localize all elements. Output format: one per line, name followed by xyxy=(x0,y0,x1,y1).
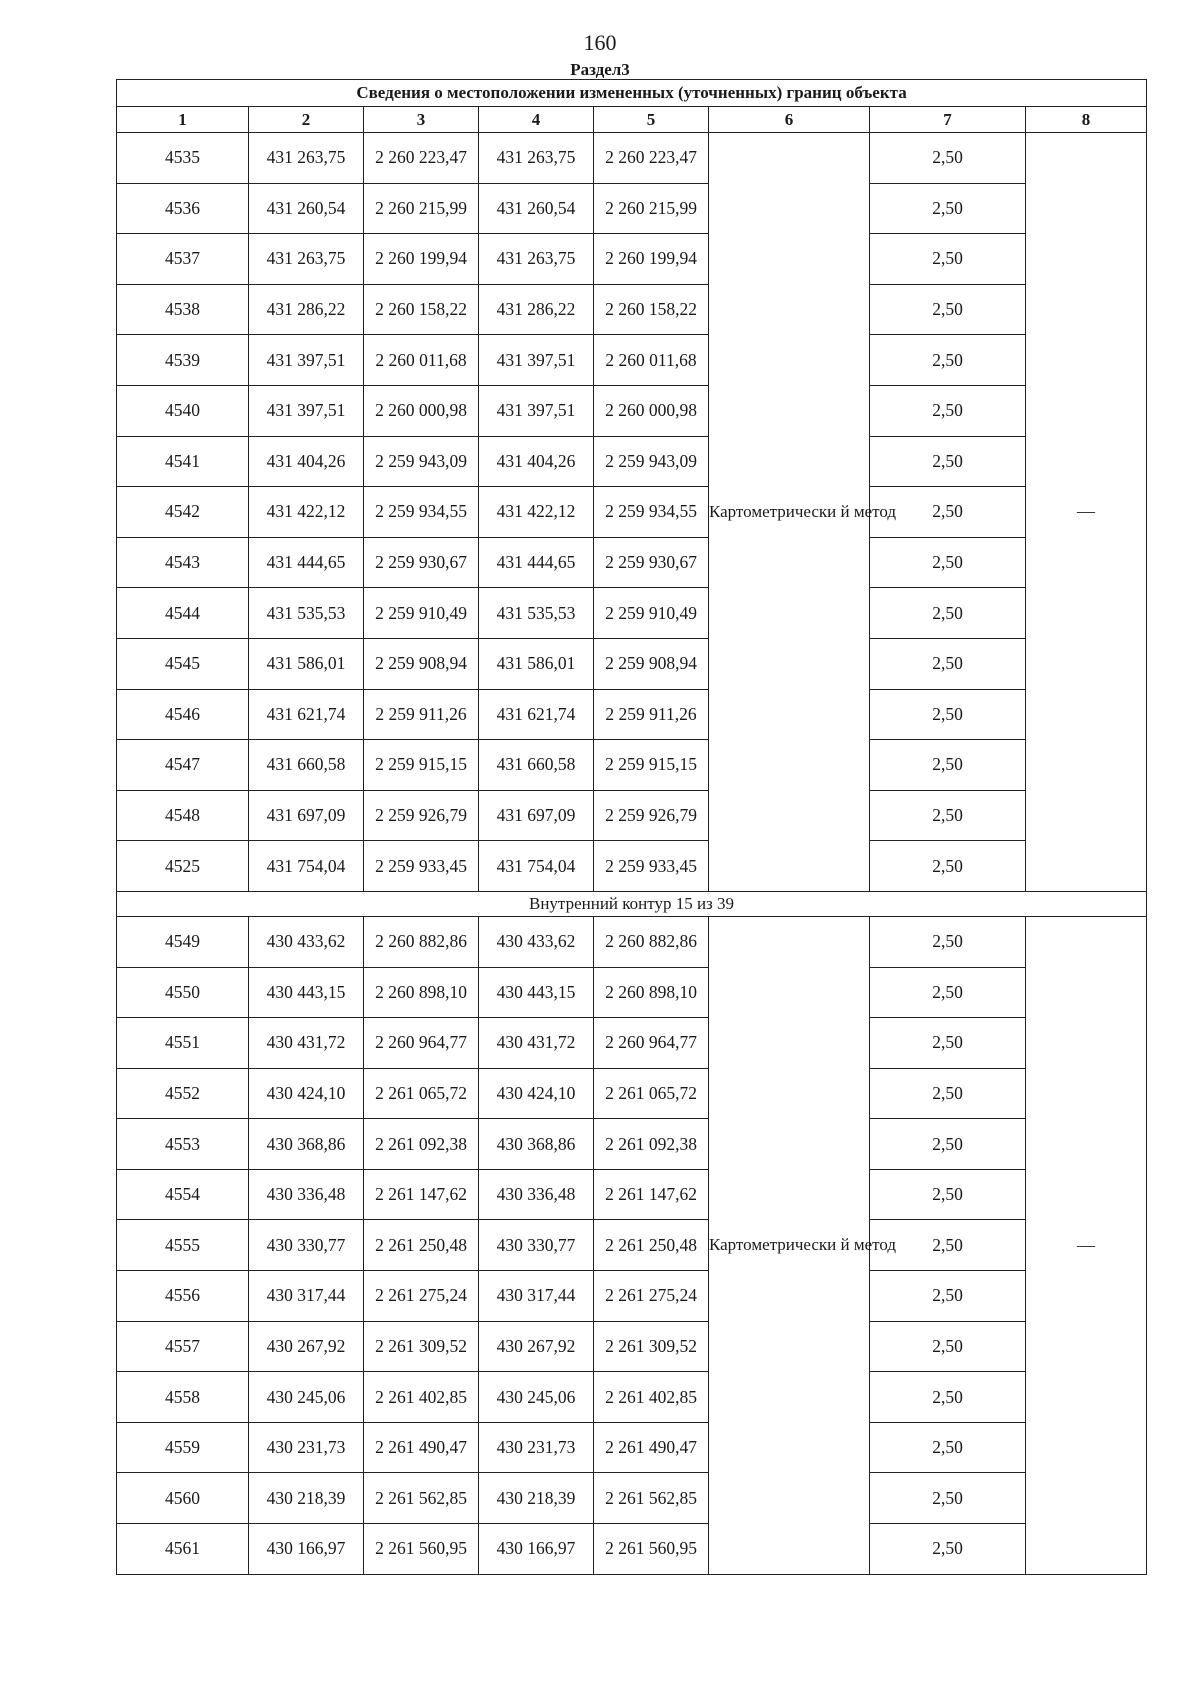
y-existing-cell: 2 260 158,22 xyxy=(364,284,479,335)
table-body xyxy=(117,133,1147,1575)
y-refined-cell: 2 261 147,62 xyxy=(594,1169,709,1220)
table-row xyxy=(117,1321,1147,1372)
point-number-cell: 4542 xyxy=(117,487,249,538)
point-number-cell: 4540 xyxy=(117,385,249,436)
table-row xyxy=(117,1169,1147,1220)
y-existing-cell: 2 260 223,47 xyxy=(364,133,479,184)
y-refined-cell: 2 260 011,68 xyxy=(594,335,709,386)
y-refined-cell: 2 261 309,52 xyxy=(594,1321,709,1372)
x-refined-cell: 431 660,58 xyxy=(479,740,594,791)
x-refined-cell: 431 260,54 xyxy=(479,183,594,234)
table-row xyxy=(117,790,1147,841)
y-existing-cell: 2 259 926,79 xyxy=(364,790,479,841)
y-refined-cell: 2 259 934,55 xyxy=(594,487,709,538)
point-number-cell: 4555 xyxy=(117,1220,249,1271)
y-refined-cell: 2 261 560,95 xyxy=(594,1524,709,1575)
x-refined-cell: 430 231,73 xyxy=(479,1422,594,1473)
x-existing-cell: 430 267,92 xyxy=(249,1321,364,1372)
x-refined-cell: 431 697,09 xyxy=(479,790,594,841)
precision-cell: 2,50 xyxy=(870,1119,1026,1170)
x-existing-cell: 430 443,15 xyxy=(249,967,364,1018)
x-refined-cell: 430 433,62 xyxy=(479,916,594,967)
x-refined-cell: 430 267,92 xyxy=(479,1321,594,1372)
x-existing-cell: 431 754,04 xyxy=(249,841,364,892)
column-number-row xyxy=(117,107,1147,133)
point-number-cell: 4557 xyxy=(117,1321,249,1372)
table-row xyxy=(117,916,1147,967)
precision-cell: 2,50 xyxy=(870,689,1026,740)
x-refined-cell: 430 431,72 xyxy=(479,1018,594,1069)
precision-cell: 2,50 xyxy=(870,1524,1026,1575)
column-number-5: 5 xyxy=(594,107,709,133)
x-refined-cell: 431 397,51 xyxy=(479,335,594,386)
y-existing-cell: 2 259 933,45 xyxy=(364,841,479,892)
point-number-cell: 4556 xyxy=(117,1271,249,1322)
point-number-cell: 4525 xyxy=(117,841,249,892)
y-refined-cell: 2 260 000,98 xyxy=(594,385,709,436)
y-refined-cell: 2 260 898,10 xyxy=(594,967,709,1018)
table-row xyxy=(117,1473,1147,1524)
x-refined-cell: 430 424,10 xyxy=(479,1068,594,1119)
x-refined-cell: 430 317,44 xyxy=(479,1271,594,1322)
y-refined-cell: 2 259 910,49 xyxy=(594,588,709,639)
x-existing-cell: 431 286,22 xyxy=(249,284,364,335)
x-existing-cell: 431 697,09 xyxy=(249,790,364,841)
y-refined-cell: 2 259 915,15 xyxy=(594,740,709,791)
table-row xyxy=(117,841,1147,892)
precision-cell: 2,50 xyxy=(870,638,1026,689)
point-number-cell: 4546 xyxy=(117,689,249,740)
y-existing-cell: 2 259 934,55 xyxy=(364,487,479,538)
precision-cell: 2,50 xyxy=(870,1473,1026,1524)
y-existing-cell: 2 261 092,38 xyxy=(364,1119,479,1170)
table-row xyxy=(117,335,1147,386)
x-refined-cell: 431 621,74 xyxy=(479,689,594,740)
contour-label-row xyxy=(117,891,1147,916)
y-existing-cell: 2 261 309,52 xyxy=(364,1321,479,1372)
table-row xyxy=(117,385,1147,436)
column-number-7: 7 xyxy=(870,107,1026,133)
x-existing-cell: 431 263,75 xyxy=(249,234,364,285)
precision-cell: 2,50 xyxy=(870,967,1026,1018)
x-refined-cell: 431 754,04 xyxy=(479,841,594,892)
precision-cell: 2,50 xyxy=(870,183,1026,234)
y-refined-cell: 2 259 908,94 xyxy=(594,638,709,689)
x-refined-cell: 431 263,75 xyxy=(479,133,594,184)
x-refined-cell: 430 166,97 xyxy=(479,1524,594,1575)
precision-cell: 2,50 xyxy=(870,234,1026,285)
y-existing-cell: 2 260 882,86 xyxy=(364,916,479,967)
x-existing-cell: 430 166,97 xyxy=(249,1524,364,1575)
x-refined-cell: 431 444,65 xyxy=(479,537,594,588)
y-refined-cell: 2 259 926,79 xyxy=(594,790,709,841)
y-existing-cell: 2 260 964,77 xyxy=(364,1018,479,1069)
table-row xyxy=(117,487,1147,538)
table-row xyxy=(117,1524,1147,1575)
x-existing-cell: 430 218,39 xyxy=(249,1473,364,1524)
precision-cell: 2,50 xyxy=(870,740,1026,791)
y-refined-cell: 2 260 882,86 xyxy=(594,916,709,967)
table-row xyxy=(117,1372,1147,1423)
y-refined-cell: 2 260 223,47 xyxy=(594,133,709,184)
precision-cell: 2,50 xyxy=(870,1372,1026,1423)
x-existing-cell: 431 444,65 xyxy=(249,537,364,588)
y-existing-cell: 2 260 199,94 xyxy=(364,234,479,285)
y-refined-cell: 2 259 943,09 xyxy=(594,436,709,487)
y-refined-cell: 2 261 490,47 xyxy=(594,1422,709,1473)
y-existing-cell: 2 261 250,48 xyxy=(364,1220,479,1271)
point-number-cell: 4537 xyxy=(117,234,249,285)
point-number-cell: 4558 xyxy=(117,1372,249,1423)
x-refined-cell: 431 586,01 xyxy=(479,638,594,689)
table-row xyxy=(117,133,1147,184)
column-8-cell: — xyxy=(1026,133,1147,892)
table-row xyxy=(117,588,1147,639)
y-refined-cell: 2 261 275,24 xyxy=(594,1271,709,1322)
point-number-cell: 4560 xyxy=(117,1473,249,1524)
precision-cell: 2,50 xyxy=(870,537,1026,588)
table-row xyxy=(117,183,1147,234)
column-number-1: 1 xyxy=(117,107,249,133)
precision-cell: 2,50 xyxy=(870,790,1026,841)
table-row xyxy=(117,1422,1147,1473)
point-number-cell: 4551 xyxy=(117,1018,249,1069)
precision-cell: 2,50 xyxy=(870,1422,1026,1473)
y-existing-cell: 2 261 562,85 xyxy=(364,1473,479,1524)
x-refined-cell: 431 535,53 xyxy=(479,588,594,639)
y-refined-cell: 2 259 930,67 xyxy=(594,537,709,588)
x-refined-cell: 431 397,51 xyxy=(479,385,594,436)
table-row xyxy=(117,1018,1147,1069)
point-number-cell: 4554 xyxy=(117,1169,249,1220)
table-row xyxy=(117,436,1147,487)
x-existing-cell: 430 245,06 xyxy=(249,1372,364,1423)
precision-cell: 2,50 xyxy=(870,1169,1026,1220)
x-existing-cell: 431 397,51 xyxy=(249,385,364,436)
y-refined-cell: 2 259 933,45 xyxy=(594,841,709,892)
y-refined-cell: 2 260 215,99 xyxy=(594,183,709,234)
y-refined-cell: 2 261 250,48 xyxy=(594,1220,709,1271)
x-existing-cell: 430 231,73 xyxy=(249,1422,364,1473)
x-existing-cell: 431 621,74 xyxy=(249,689,364,740)
x-refined-cell: 431 422,12 xyxy=(479,487,594,538)
point-number-cell: 4535 xyxy=(117,133,249,184)
precision-cell: 2,50 xyxy=(870,1018,1026,1069)
point-number-cell: 4548 xyxy=(117,790,249,841)
column-number-2: 2 xyxy=(249,107,364,133)
precision-cell: 2,50 xyxy=(870,1321,1026,1372)
x-existing-cell: 431 535,53 xyxy=(249,588,364,639)
x-existing-cell: 431 397,51 xyxy=(249,335,364,386)
point-number-cell: 4543 xyxy=(117,537,249,588)
x-refined-cell: 431 263,75 xyxy=(479,234,594,285)
y-existing-cell: 2 260 011,68 xyxy=(364,335,479,386)
point-number-cell: 4544 xyxy=(117,588,249,639)
precision-cell: 2,50 xyxy=(870,841,1026,892)
point-number-cell: 4547 xyxy=(117,740,249,791)
boundary-coordinates-table xyxy=(116,79,1147,1575)
x-refined-cell: 431 404,26 xyxy=(479,436,594,487)
y-refined-cell: 2 259 911,26 xyxy=(594,689,709,740)
x-existing-cell: 431 660,58 xyxy=(249,740,364,791)
y-existing-cell: 2 261 065,72 xyxy=(364,1068,479,1119)
point-number-cell: 4553 xyxy=(117,1119,249,1170)
x-existing-cell: 431 260,54 xyxy=(249,183,364,234)
x-existing-cell: 431 422,12 xyxy=(249,487,364,538)
y-existing-cell: 2 260 000,98 xyxy=(364,385,479,436)
y-existing-cell: 2 259 915,15 xyxy=(364,740,479,791)
y-existing-cell: 2 260 215,99 xyxy=(364,183,479,234)
x-refined-cell: 431 286,22 xyxy=(479,284,594,335)
y-existing-cell: 2 261 560,95 xyxy=(364,1524,479,1575)
y-existing-cell: 2 259 908,94 xyxy=(364,638,479,689)
x-existing-cell: 430 433,62 xyxy=(249,916,364,967)
precision-cell: 2,50 xyxy=(870,588,1026,639)
x-existing-cell: 431 404,26 xyxy=(249,436,364,487)
page-number: 160 xyxy=(583,30,617,55)
x-existing-cell: 430 317,44 xyxy=(249,1271,364,1322)
method-cell: Картометрически й метод xyxy=(709,133,870,892)
point-number-cell: 4536 xyxy=(117,183,249,234)
precision-cell: 2,50 xyxy=(870,335,1026,386)
precision-cell: 2,50 xyxy=(870,487,1026,538)
point-number-cell: 4552 xyxy=(117,1068,249,1119)
point-number-cell: 4538 xyxy=(117,284,249,335)
y-refined-cell: 2 260 158,22 xyxy=(594,284,709,335)
column-8-cell: — xyxy=(1026,916,1147,1574)
x-existing-cell: 430 431,72 xyxy=(249,1018,364,1069)
x-refined-cell: 430 336,48 xyxy=(479,1169,594,1220)
point-number-cell: 4559 xyxy=(117,1422,249,1473)
table-row xyxy=(117,1220,1147,1271)
column-number-8: 8 xyxy=(1026,107,1147,133)
table-row xyxy=(117,1119,1147,1170)
y-existing-cell: 2 261 490,47 xyxy=(364,1422,479,1473)
column-number-6: 6 xyxy=(709,107,870,133)
precision-cell: 2,50 xyxy=(870,284,1026,335)
column-number-3: 3 xyxy=(364,107,479,133)
y-existing-cell: 2 259 910,49 xyxy=(364,588,479,639)
precision-cell: 2,50 xyxy=(870,1220,1026,1271)
y-existing-cell: 2 259 930,67 xyxy=(364,537,479,588)
x-existing-cell: 430 368,86 xyxy=(249,1119,364,1170)
point-number-cell: 4561 xyxy=(117,1524,249,1575)
contour-label: Внутренний контур 15 из 39 xyxy=(117,891,1147,916)
x-existing-cell: 431 263,75 xyxy=(249,133,364,184)
table-row xyxy=(117,689,1147,740)
y-refined-cell: 2 261 402,85 xyxy=(594,1372,709,1423)
table-row xyxy=(117,537,1147,588)
table-row xyxy=(117,234,1147,285)
table-caption: Сведения о местоположении измененных (уточненных) границ объекта xyxy=(117,80,1147,107)
table-row xyxy=(117,284,1147,335)
y-refined-cell: 2 261 065,72 xyxy=(594,1068,709,1119)
x-refined-cell: 430 443,15 xyxy=(479,967,594,1018)
precision-cell: 2,50 xyxy=(870,385,1026,436)
x-existing-cell: 430 424,10 xyxy=(249,1068,364,1119)
point-number-cell: 4545 xyxy=(117,638,249,689)
column-number-4: 4 xyxy=(479,107,594,133)
x-refined-cell: 430 368,86 xyxy=(479,1119,594,1170)
point-number-cell: 4550 xyxy=(117,967,249,1018)
y-refined-cell: 2 261 092,38 xyxy=(594,1119,709,1170)
table-row xyxy=(117,1068,1147,1119)
y-refined-cell: 2 260 199,94 xyxy=(594,234,709,285)
point-number-cell: 4549 xyxy=(117,916,249,967)
precision-cell: 2,50 xyxy=(870,133,1026,184)
point-number-cell: 4539 xyxy=(117,335,249,386)
y-existing-cell: 2 260 898,10 xyxy=(364,967,479,1018)
point-number-cell: 4541 xyxy=(117,436,249,487)
table-row xyxy=(117,967,1147,1018)
x-existing-cell: 430 336,48 xyxy=(249,1169,364,1220)
y-existing-cell: 2 261 402,85 xyxy=(364,1372,479,1423)
x-refined-cell: 430 245,06 xyxy=(479,1372,594,1423)
y-refined-cell: 2 260 964,77 xyxy=(594,1018,709,1069)
y-refined-cell: 2 261 562,85 xyxy=(594,1473,709,1524)
method-cell: Картометрически й метод xyxy=(709,916,870,1574)
precision-cell: 2,50 xyxy=(870,436,1026,487)
x-refined-cell: 430 330,77 xyxy=(479,1220,594,1271)
x-existing-cell: 430 330,77 xyxy=(249,1220,364,1271)
section-title: Раздел3 xyxy=(570,60,630,79)
y-existing-cell: 2 259 943,09 xyxy=(364,436,479,487)
precision-cell: 2,50 xyxy=(870,916,1026,967)
table-row xyxy=(117,638,1147,689)
table-row xyxy=(117,1271,1147,1322)
precision-cell: 2,50 xyxy=(870,1271,1026,1322)
table-row xyxy=(117,740,1147,791)
y-existing-cell: 2 259 911,26 xyxy=(364,689,479,740)
x-refined-cell: 430 218,39 xyxy=(479,1473,594,1524)
y-existing-cell: 2 261 147,62 xyxy=(364,1169,479,1220)
x-existing-cell: 431 586,01 xyxy=(249,638,364,689)
precision-cell: 2,50 xyxy=(870,1068,1026,1119)
y-existing-cell: 2 261 275,24 xyxy=(364,1271,479,1322)
